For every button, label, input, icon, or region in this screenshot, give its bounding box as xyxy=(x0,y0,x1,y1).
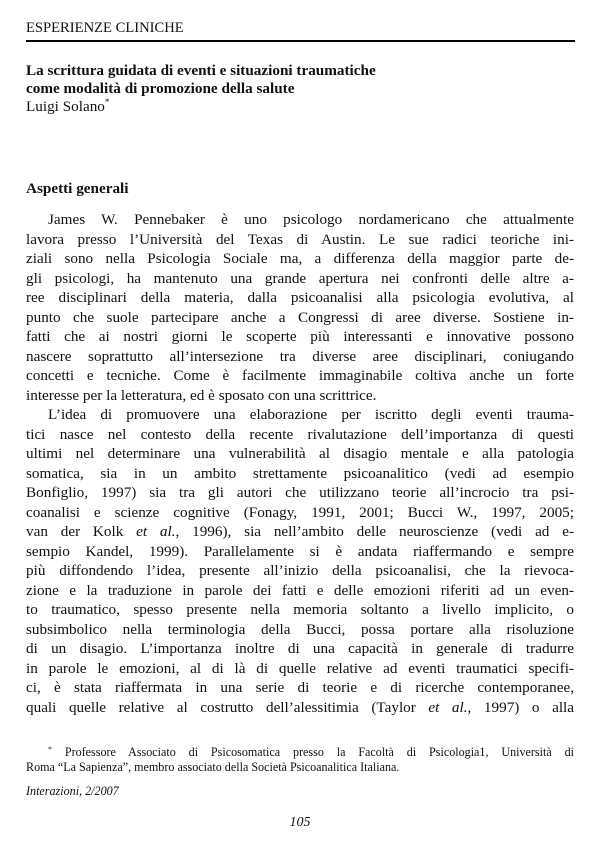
footnote-line xyxy=(26,742,574,760)
body-line: sempio Kandel, 1999). Parallelamente si è andata riaffermando e sempre xyxy=(26,542,574,560)
body-line xyxy=(26,522,574,542)
footnote-line: Roma “La Sapienza”, membro associato della Società Psicoanalitica Italiana. xyxy=(26,760,400,774)
body-line-part: quali quelle relative al costrutto dell’alessitimia (Taylor xyxy=(26,698,429,716)
footnote-text: Professore Associato di Psicosomatica presso la Facoltà di Psicologia1, Università di xyxy=(52,745,574,759)
article-author xyxy=(26,97,109,116)
article-title-line: La scrittura guidata di eventi e situazioni traumatiche xyxy=(26,62,376,79)
body-line: di un disagio. L’importanza inoltre di una capacità in generale di tradurre xyxy=(26,640,574,657)
body-line: James W. Pennebaker è uno psicologo nordamericano che attualmente xyxy=(48,211,574,228)
footnote xyxy=(26,742,574,775)
article-title-line: come modalità di promozione della salute xyxy=(26,80,295,97)
body-line: Bonfiglio, 1997) sia tra gli autori che utilizzano teorie all’incrocio tra psi- xyxy=(26,484,574,501)
body-line: somatica, sia in un ambito strettamente psicoanalitico (vedi ad esempio xyxy=(26,464,574,482)
body-line: to traumatico, spesso presente nella memoria soltanto a livello implicito, o xyxy=(26,601,574,618)
body-line: L’idea di promuovere una elaborazione per iscritto degli eventi trauma- xyxy=(48,406,574,423)
author-name: Luigi Solano xyxy=(26,98,105,115)
body-line: in parole le emozioni, al di là di quelle relative ad eventi traumatici specifi- xyxy=(26,659,574,677)
body-line: tici nasce nel contesto della recente rivalutazione dell’importanza di questi xyxy=(26,425,574,443)
body-line: ree disciplinari della materia, dalla psicoanalisi alla psicologia evolutiva, al xyxy=(26,289,574,306)
body-line: punto che suole partecipare anche a Congressi di aree diverse. Sostiene in- xyxy=(26,308,574,326)
citation-et-al: et al. xyxy=(428,698,468,716)
author-footnote-mark: * xyxy=(104,97,110,107)
body-line: ultimi nel determinare una vulnerabilità al disagio mentale e alla patologia xyxy=(26,445,574,462)
body-line-part: van der Kolk xyxy=(26,523,137,540)
body-line: fatti che ai nostri giorni le scoperte più interessanti e innovative possono xyxy=(26,328,574,345)
body-line: ziali sono nella Psicologia Sociale ma, a differenza della maggior parte de- xyxy=(26,250,574,267)
journal-citation: Interazioni, 2/2007 xyxy=(26,784,119,798)
body-line-part: , 1996), sia nell’ambito delle neuroscienze (vedi ad e- xyxy=(175,523,575,540)
body-line: zione e la traduzione in parole dei fatti e delle emozioni riferiti ad un even- xyxy=(26,581,574,599)
body-line: concetti e tecniche. Come è facilmente immaginabile coltiva anche un forte xyxy=(26,367,574,384)
footnote-mark: * xyxy=(48,745,52,754)
body-line: lavora presso l’Università del Texas di Austin. Le sue radici teoriche ini- xyxy=(26,230,574,248)
body-line xyxy=(26,698,574,718)
body-line: gli psicologi, ha mantenuto una grande apertura nei confronti delle altre a- xyxy=(26,269,574,287)
body-line: nascere soprattutto all’intersezione tra diverse aree disciplinari, coniugando xyxy=(26,347,574,365)
body-line: ci, è stata riaffermata in una serie di teorie e di ricerche contemporanee, xyxy=(26,679,574,696)
article-title xyxy=(26,62,376,98)
page-number: 105 xyxy=(289,815,311,830)
body-line: interesse per la letteratura, ed è sposato con una scrittrice. xyxy=(26,386,377,404)
body-line: più diffondendo l’idea, presente all’inizio della psicoanalisi, che la rievoca- xyxy=(26,562,574,579)
header-rule xyxy=(26,40,575,42)
body-line-part: , 1997) o alla xyxy=(467,698,575,716)
body-line: coanalisi e scienze cognitive (Fonagy, 1991, 2001; Bucci W., 1997, 2005; xyxy=(26,503,574,521)
section-heading: Aspetti generali xyxy=(26,180,129,197)
citation-et-al: et al. xyxy=(136,523,176,540)
body-line: subsimbolico nella terminologia della Bucci, possa portare alla risoluzione xyxy=(26,620,574,638)
body-text xyxy=(26,210,574,717)
running-head: ESPERIENZE CLINICHE xyxy=(26,20,184,36)
